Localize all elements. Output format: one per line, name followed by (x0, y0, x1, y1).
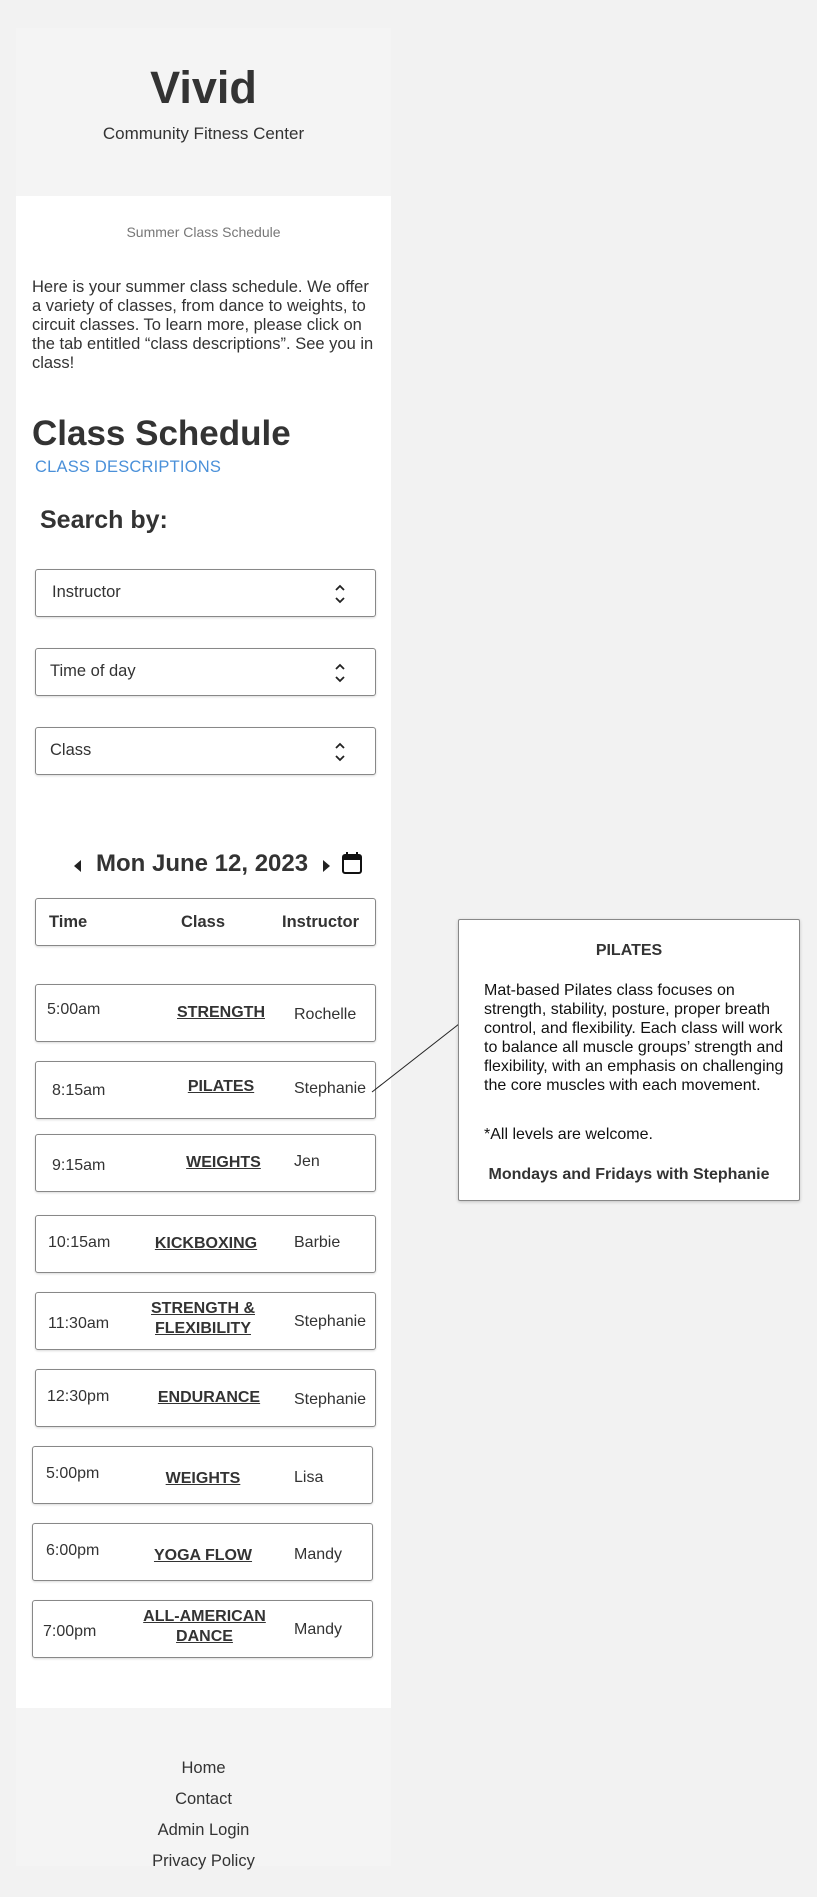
table-row (32, 1600, 373, 1658)
table-row (35, 1369, 376, 1427)
brand-logo[interactable]: Vivid (150, 62, 257, 113)
footer-link-contact[interactable]: Contact (175, 1790, 232, 1808)
row-time: 8:15am (52, 1082, 106, 1099)
column-header-instructor: Instructor (282, 913, 360, 931)
table-row (35, 1134, 376, 1192)
popup-note: *All levels are welcome. (484, 1126, 653, 1143)
row-class-link[interactable]: PILATES (187, 1078, 255, 1095)
class-descriptions-link[interactable]: CLASS DESCRIPTIONS (35, 458, 222, 476)
table-row (35, 1292, 376, 1350)
row-class-link[interactable]: KICKBOXING (154, 1235, 258, 1252)
row-class-link[interactable]: STRENGTH (177, 1004, 265, 1021)
footer-link-admin-login[interactable]: Admin Login (157, 1821, 250, 1839)
row-time: 7:00pm (43, 1623, 97, 1640)
table-row (35, 1215, 376, 1273)
table-row (32, 1446, 373, 1504)
row-time: 5:00pm (46, 1465, 100, 1482)
row-instructor: Stephanie (294, 1080, 367, 1097)
row-instructor: Jen (294, 1153, 320, 1170)
row-time: 5:00am (47, 1001, 101, 1018)
row-instructor: Mandy (294, 1546, 343, 1563)
class-description-popup (458, 919, 800, 1201)
row-instructor: Barbie (294, 1234, 341, 1251)
site-footer (16, 1708, 391, 1870)
footer-link-privacy-policy[interactable]: Privacy Policy (152, 1852, 255, 1870)
popup-connector-line (370, 1020, 460, 1095)
row-class-link[interactable]: WEIGHTS (186, 1154, 261, 1171)
row-instructor: Lisa (294, 1469, 324, 1486)
chevron-up-down-icon (333, 578, 347, 610)
select-label: Instructor (52, 583, 121, 601)
column-header-time: Time (49, 913, 88, 931)
select-label: Time of day (50, 662, 136, 680)
row-class-link[interactable]: YOGA FLOW (153, 1547, 253, 1564)
table-row (35, 984, 376, 1042)
current-date: Mon June 12, 2023 (96, 850, 309, 877)
caret-right-icon[interactable] (323, 860, 330, 872)
chevron-up-down-icon (333, 657, 347, 689)
row-instructor: Stephanie (294, 1313, 367, 1330)
row-class-link[interactable]: ALL-AMERICAN DANCE (143, 1608, 266, 1645)
date-navigator (16, 850, 391, 884)
row-class-link[interactable]: ENDURANCE (157, 1389, 261, 1406)
popup-description: Mat-based Pilates class focuses on strength, stability, posture, proper breath control, and flexibility. Each class will work to balance all muscle groups’ strength and flexibility, with an emphasis on challenging the core muscles with each movement. (484, 982, 784, 1094)
tagline: Community Fitness Center (102, 124, 305, 143)
table-row (35, 1061, 376, 1119)
row-time: 11:30am (48, 1315, 110, 1332)
chevron-up-down-icon (333, 736, 347, 768)
row-time: 9:15am (52, 1157, 106, 1174)
site-header (16, 28, 391, 196)
row-instructor: Stephanie (294, 1391, 367, 1408)
popup-schedule: Mondays and Fridays with Stephanie (488, 1166, 770, 1183)
row-class-link[interactable]: WEIGHTS (165, 1470, 241, 1487)
table-row (32, 1523, 373, 1581)
time-of-day-select[interactable] (35, 648, 376, 696)
calendar-icon[interactable] (342, 852, 362, 874)
search-by-label: Search by: (40, 506, 168, 534)
schedule-title: Class Schedule (32, 414, 291, 453)
class-select[interactable] (35, 727, 376, 775)
select-label: Class (50, 741, 92, 759)
row-instructor: Rochelle (294, 1006, 357, 1023)
column-header-class: Class (181, 913, 226, 931)
caret-left-icon[interactable] (74, 860, 81, 872)
row-time: 12:30pm (47, 1388, 110, 1405)
row-time: 6:00pm (46, 1542, 100, 1559)
page-subtitle: Summer Class Schedule (126, 224, 281, 240)
intro-paragraph: Here is your summer class schedule. We offer a variety of classes, from dance to weights, to circuit classes. To learn more, please click on the tab entitled “class descriptions”. See you in class! (32, 278, 374, 372)
footer-link-home[interactable]: Home (181, 1759, 226, 1777)
instructor-select[interactable] (35, 569, 376, 617)
row-time: 10:15am (48, 1234, 111, 1251)
schedule-table-header (35, 898, 376, 946)
row-instructor: Mandy (294, 1621, 343, 1638)
popup-title: PILATES (595, 942, 663, 959)
row-class-link[interactable]: STRENGTH & FLEXIBILITY (151, 1300, 255, 1337)
page-container (16, 28, 391, 1870)
